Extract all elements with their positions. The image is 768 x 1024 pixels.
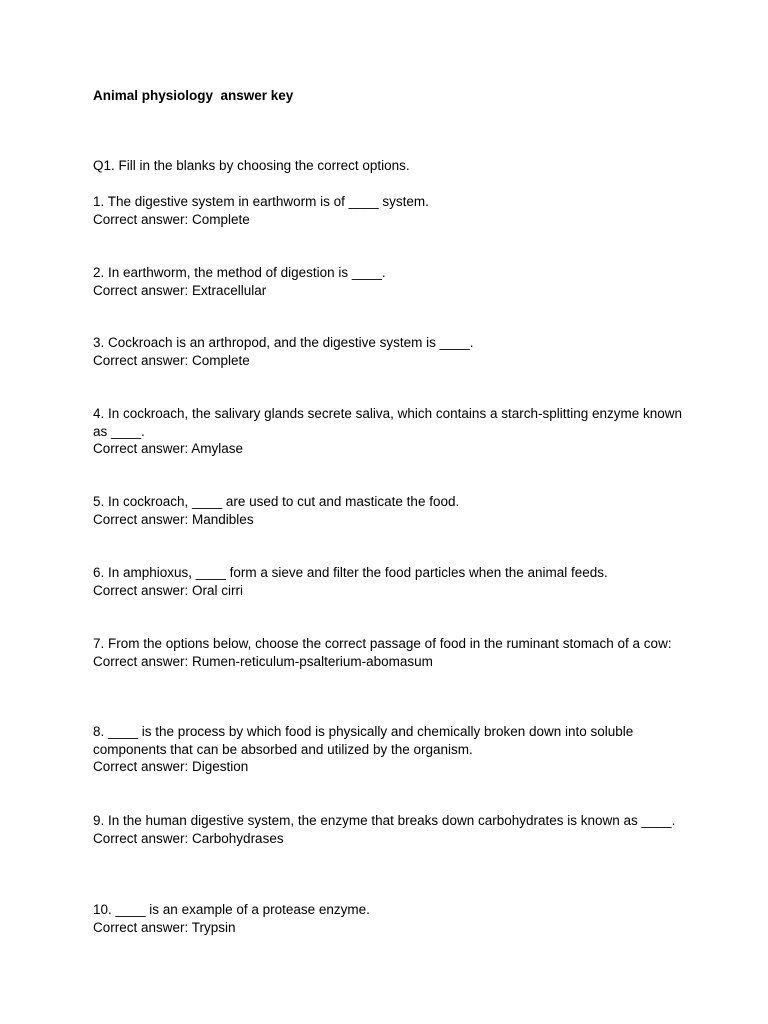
question-item-4 bbox=[93, 405, 683, 458]
correct-answer: Correct answer: Amylase bbox=[93, 441, 244, 457]
correct-answer: Correct answer: Rumen-reticulum-psalterium-abomasum bbox=[93, 653, 433, 669]
correct-answer: Correct answer: Complete bbox=[93, 211, 250, 227]
correct-answer: Correct answer: Carbohydrases bbox=[93, 830, 284, 846]
correct-answer: Correct answer: Oral cirri bbox=[93, 582, 244, 598]
question-text: 1. The digestive system in earthworm is of ____ system. bbox=[93, 194, 429, 209]
question-text: 6. In amphioxus, ____ form a sieve and filter the food particles when the animal feeds. bbox=[93, 565, 608, 580]
question-item-10 bbox=[93, 901, 683, 936]
correct-answer: Correct answer: Extracellular bbox=[93, 282, 267, 298]
question-item-6 bbox=[93, 564, 683, 599]
question-item-9 bbox=[93, 812, 683, 847]
question-text: 5. In cockroach, ____ are used to cut and masticate the food. bbox=[93, 494, 460, 509]
correct-answer: Correct answer: Digestion bbox=[93, 759, 249, 775]
correct-answer: Correct answer: Complete bbox=[93, 352, 250, 368]
question-item-5 bbox=[93, 493, 683, 528]
question-text: 3. Cockroach is an arthropod, and the digestive system is ____. bbox=[93, 335, 474, 350]
question-text: 7. From the options below, choose the correct passage of food in the ruminant stomach of a cow: bbox=[93, 636, 672, 651]
question-item-1 bbox=[93, 193, 683, 228]
question-text: 8. ____ is the process by which food is physically and chemically broken down into soluble components that can be absorbed and utilized by the organism. bbox=[93, 724, 634, 757]
question-item-2 bbox=[93, 264, 683, 299]
question-text: 4. In cockroach, the salivary glands secrete saliva, which contains a starch-splitting enzyme known as ____. bbox=[93, 406, 683, 439]
correct-answer: Correct answer: Mandibles bbox=[93, 511, 254, 527]
question-item-8 bbox=[93, 723, 683, 776]
question-instruction: Q1. Fill in the blanks by choosing the correct options. bbox=[93, 158, 410, 173]
question-item-7 bbox=[93, 635, 683, 670]
question-text: 10. ____ is an example of a protease enzyme. bbox=[93, 902, 370, 917]
question-text: 2. In earthworm, the method of digestion is ____. bbox=[93, 265, 386, 280]
question-text: 9. In the human digestive system, the enzyme that breaks down carbohydrates is known as ____. bbox=[93, 813, 676, 828]
document-title: Animal physiology answer key bbox=[93, 88, 294, 103]
question-item-3 bbox=[93, 334, 683, 369]
correct-answer: Correct answer: Trypsin bbox=[93, 919, 236, 935]
